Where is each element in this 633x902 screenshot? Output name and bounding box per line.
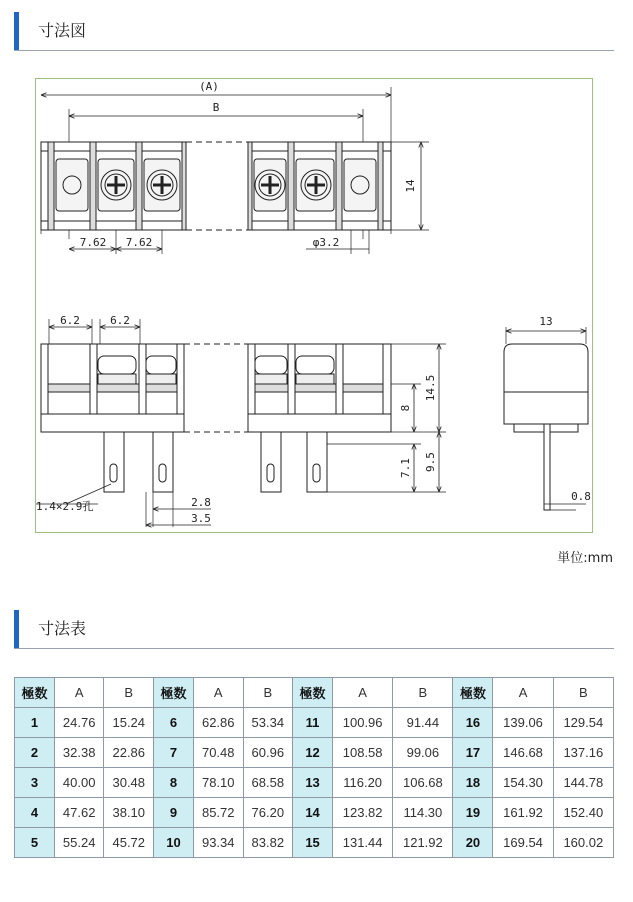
section-accent-bar (14, 610, 19, 648)
label-height-14: 14 (404, 179, 417, 193)
value-a-cell: 85.72 (193, 798, 243, 828)
value-b-cell: 99.06 (393, 738, 453, 768)
label-side-width-13: 13 (539, 315, 553, 328)
section-title-drawing: 寸法図 (38, 21, 87, 40)
label-height-14-5: 14.5 (424, 374, 437, 402)
label-height-9-5: 9.5 (424, 452, 437, 472)
value-b-cell: 114.30 (393, 798, 453, 828)
value-a-cell: 108.58 (333, 738, 393, 768)
value-a-cell: 169.54 (493, 828, 553, 858)
pole-count-cell: 14 (293, 798, 333, 828)
dimension-drawing (35, 78, 593, 533)
header-cell: B (243, 678, 293, 708)
pole-count-cell: 7 (154, 738, 194, 768)
table-row (15, 738, 614, 768)
screw-terminal-4 (296, 159, 334, 211)
header-cell: 極数 (154, 678, 194, 708)
value-b-cell: 121.92 (393, 828, 453, 858)
value-b-cell: 106.68 (393, 768, 453, 798)
label-a: (A) (199, 80, 219, 93)
value-a-cell: 116.20 (333, 768, 393, 798)
value-b-cell: 76.20 (243, 798, 293, 828)
header-cell: A (193, 678, 243, 708)
pole-count-cell: 8 (154, 768, 194, 798)
value-a-cell: 62.86 (193, 708, 243, 738)
value-a-cell: 161.92 (493, 798, 553, 828)
top-view (41, 87, 429, 254)
pole-count-cell: 12 (293, 738, 333, 768)
pole-count-cell: 1 (15, 708, 55, 738)
value-a-cell: 78.10 (193, 768, 243, 798)
pole-count-cell: 2 (15, 738, 55, 768)
header-cell: A (54, 678, 104, 708)
value-a-cell: 55.24 (54, 828, 104, 858)
value-b-cell: 22.86 (104, 738, 154, 768)
value-b-cell: 160.02 (553, 828, 613, 858)
pole-count-cell: 6 (154, 708, 194, 738)
value-a-cell: 146.68 (493, 738, 553, 768)
value-a-cell: 47.62 (54, 798, 104, 828)
header-cell: 極数 (453, 678, 493, 708)
pole-count-cell: 20 (453, 828, 493, 858)
table-row (15, 768, 614, 798)
value-b-cell: 152.40 (553, 798, 613, 828)
pole-count-cell: 4 (15, 798, 55, 828)
table-row (15, 828, 614, 858)
pole-count-cell: 3 (15, 768, 55, 798)
header-cell: B (393, 678, 453, 708)
label-thickness-3-5: 3.5 (191, 512, 211, 525)
label-thickness-0-8: 0.8 (571, 490, 591, 503)
label-width-6-2-b: 6.2 (110, 314, 130, 327)
pole-count-cell: 15 (293, 828, 333, 858)
pole-count-cell: 13 (293, 768, 333, 798)
value-a-cell: 131.44 (333, 828, 393, 858)
table-row (15, 708, 614, 738)
section-header-table (14, 610, 614, 649)
label-height-7-1: 7.1 (399, 458, 412, 478)
pole-count-cell: 16 (453, 708, 493, 738)
label-pin-hole: 1.4×2.9孔 (36, 500, 94, 513)
value-a-cell: 139.06 (493, 708, 553, 738)
screw-terminal-3 (254, 159, 286, 211)
pole-count-cell: 11 (293, 708, 333, 738)
value-b-cell: 60.96 (243, 738, 293, 768)
value-b-cell: 38.10 (104, 798, 154, 828)
pole-count-cell: 18 (453, 768, 493, 798)
value-b-cell: 53.34 (243, 708, 293, 738)
label-pitch-2: 7.62 (125, 236, 153, 249)
unit-note: 単位:mm (557, 551, 613, 566)
label-pitch-1: 7.62 (79, 236, 107, 249)
value-a-cell: 154.30 (493, 768, 553, 798)
value-b-cell: 137.16 (553, 738, 613, 768)
header-cell: 極数 (15, 678, 55, 708)
value-a-cell: 93.34 (193, 828, 243, 858)
section-accent-bar (14, 12, 19, 50)
table-header-row (15, 678, 614, 708)
header-cell: B (104, 678, 154, 708)
table-row (15, 798, 614, 828)
value-b-cell: 144.78 (553, 768, 613, 798)
value-a-cell: 123.82 (333, 798, 393, 828)
label-b: B (212, 101, 220, 114)
front-view (36, 319, 446, 527)
section-header-drawing (14, 12, 614, 51)
value-b-cell: 15.24 (104, 708, 154, 738)
value-a-cell: 70.48 (193, 738, 243, 768)
value-a-cell: 100.96 (333, 708, 393, 738)
value-b-cell: 68.58 (243, 768, 293, 798)
value-b-cell: 129.54 (553, 708, 613, 738)
screw-terminal-1 (98, 159, 134, 211)
pole-count-cell: 19 (453, 798, 493, 828)
pole-count-cell: 17 (453, 738, 493, 768)
value-a-cell: 40.00 (54, 768, 104, 798)
screw-terminal-2 (144, 159, 180, 211)
header-cell: 極数 (293, 678, 333, 708)
label-height-8: 8 (399, 404, 412, 412)
value-b-cell: 83.82 (243, 828, 293, 858)
label-hole-diameter: φ3.2 (312, 236, 340, 249)
technical-drawing-svg (36, 79, 592, 532)
header-cell: B (553, 678, 613, 708)
value-b-cell: 91.44 (393, 708, 453, 738)
header-cell: A (493, 678, 553, 708)
section-title-table: 寸法表 (38, 619, 87, 638)
label-thickness-2-8: 2.8 (191, 496, 211, 509)
value-a-cell: 24.76 (54, 708, 104, 738)
pole-count-cell: 5 (15, 828, 55, 858)
value-a-cell: 32.38 (54, 738, 104, 768)
pole-count-cell: 10 (154, 828, 194, 858)
value-b-cell: 45.72 (104, 828, 154, 858)
dimension-table (14, 677, 614, 858)
value-b-cell: 30.48 (104, 768, 154, 798)
side-view (504, 327, 588, 510)
header-cell: A (333, 678, 393, 708)
label-width-6-2-a: 6.2 (60, 314, 80, 327)
pole-count-cell: 9 (154, 798, 194, 828)
